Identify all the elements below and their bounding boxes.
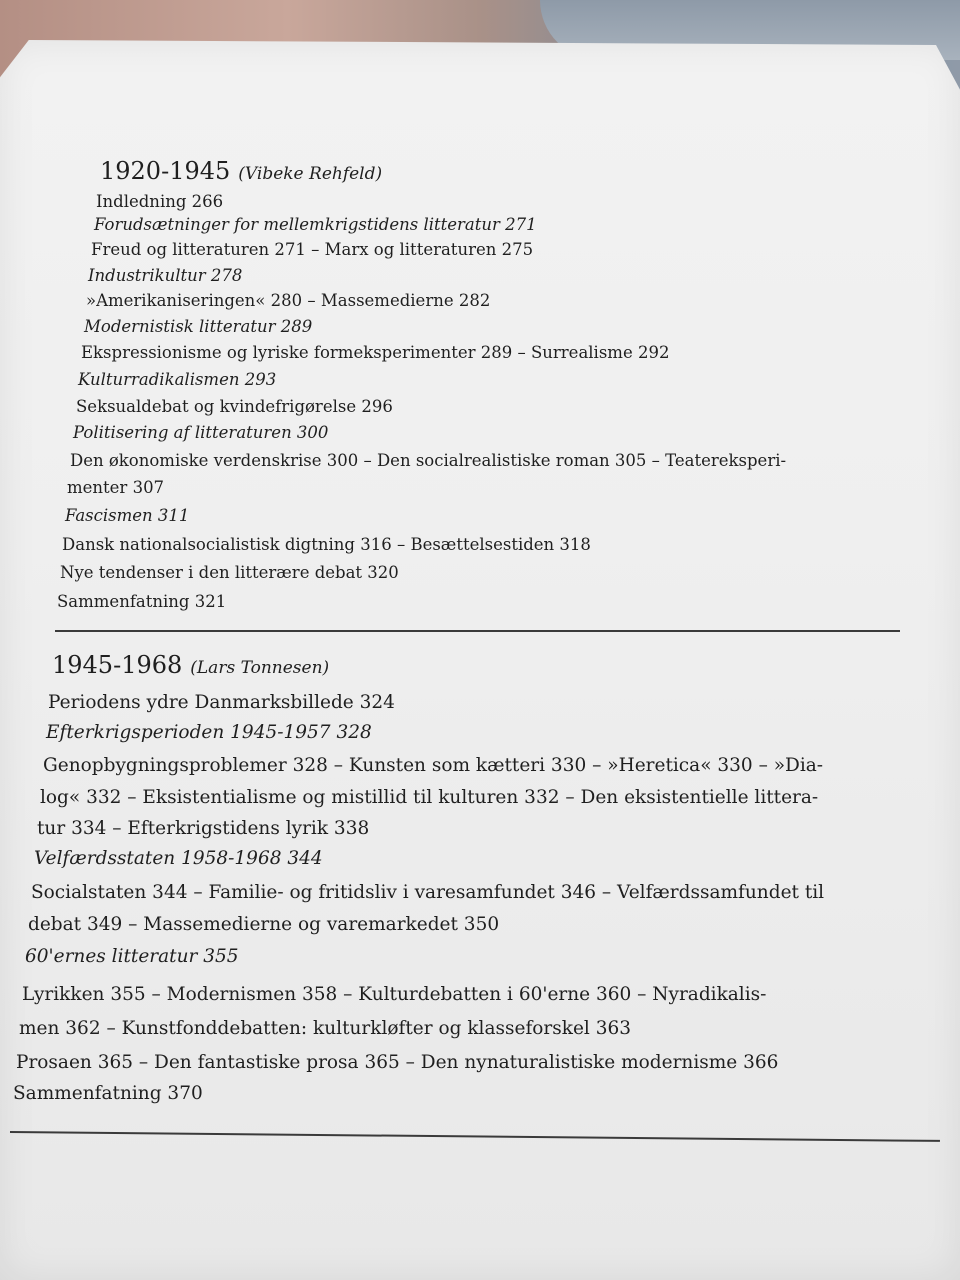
- toc-entry: Forudsætninger for mellemkrigstidens litteratur 271: [94, 215, 537, 234]
- toc-entry: 60'ernes litteratur 355: [25, 946, 239, 967]
- toc-entry: Nye tendenser i den litterære debat 320: [60, 563, 399, 582]
- section-divider: [55, 630, 900, 632]
- toc-entry: Dansk nationalsocialistisk digtning 316 – Besættelsestiden 318: [62, 535, 591, 554]
- toc-entry: Fascismen 311: [65, 506, 190, 525]
- toc-entry: Kulturradikalismen 293: [78, 370, 277, 389]
- toc-entry: Den økonomiske verdenskrise 300 – Den socialrealistiske roman 305 – Teatereksperi-: [70, 451, 787, 470]
- toc-entry: debat 349 – Massemedierne og varemarkedet 350: [28, 914, 500, 935]
- toc-entry: Freud og litteraturen 271 – Marx og litteraturen 275: [91, 240, 534, 259]
- toc-entry: Genopbygningsproblemer 328 – Kunsten som kætteri 330 – »Heretica« 330 – »Dia-: [43, 755, 824, 776]
- section-years: 1920-1945: [100, 157, 231, 185]
- toc-entry: Socialstaten 344 – Familie- og fritidsliv i varesamfundet 346 – Velfærdssamfundet til: [31, 882, 825, 903]
- toc-entry: Periodens ydre Danmarksbillede 324: [48, 692, 395, 713]
- toc-entry: »Amerikaniseringen« 280 – Massemedierne 282: [86, 291, 491, 310]
- toc-entry: menter 307: [67, 478, 165, 497]
- toc-entry: Efterkrigsperioden 1945-1957 328: [46, 722, 372, 743]
- toc-entry: Velfærdsstaten 1958-1968 344: [34, 848, 323, 869]
- section-heading: [52, 651, 329, 682]
- toc-entry: Industrikultur 278: [88, 266, 243, 285]
- toc-entry: Modernistisk litteratur 289: [84, 317, 313, 336]
- section-divider: [10, 1131, 940, 1141]
- toc-entry: Ekspressionisme og lyriske formeksperimenter 289 – Surrealisme 292: [81, 343, 670, 362]
- toc-entry: tur 334 – Efterkrigstidens lyrik 338: [37, 818, 370, 839]
- toc-entry: Sammenfatning 370: [13, 1083, 203, 1104]
- toc-entry: men 362 – Kunstfonddebatten: kulturkløfter og klasseforskel 363: [19, 1018, 632, 1039]
- section-years: 1945-1968: [52, 651, 183, 679]
- toc-entry: Lyrikken 355 – Modernismen 358 – Kulturdebatten i 60'erne 360 – Nyradikalis-: [22, 984, 767, 1005]
- toc-entry: Politisering af litteraturen 300: [73, 423, 329, 442]
- toc-entry: log« 332 – Eksistentialisme og mistillid til kulturen 332 – Den eksistentielle littera-: [40, 787, 819, 808]
- toc-entry: Prosaen 365 – Den fantastiske prosa 365 – Den nynaturalistiske modernisme 366: [16, 1052, 779, 1073]
- section-author: (Vibeke Rehfeld): [238, 164, 383, 184]
- toc-entry: Indledning 266: [96, 192, 224, 211]
- toc-entry: Sammenfatning 321: [57, 592, 227, 611]
- section-author: (Lars Tonnesen): [190, 658, 330, 678]
- section-heading: [100, 157, 382, 188]
- toc-entry: Seksualdebat og kvindefrigørelse 296: [76, 397, 393, 416]
